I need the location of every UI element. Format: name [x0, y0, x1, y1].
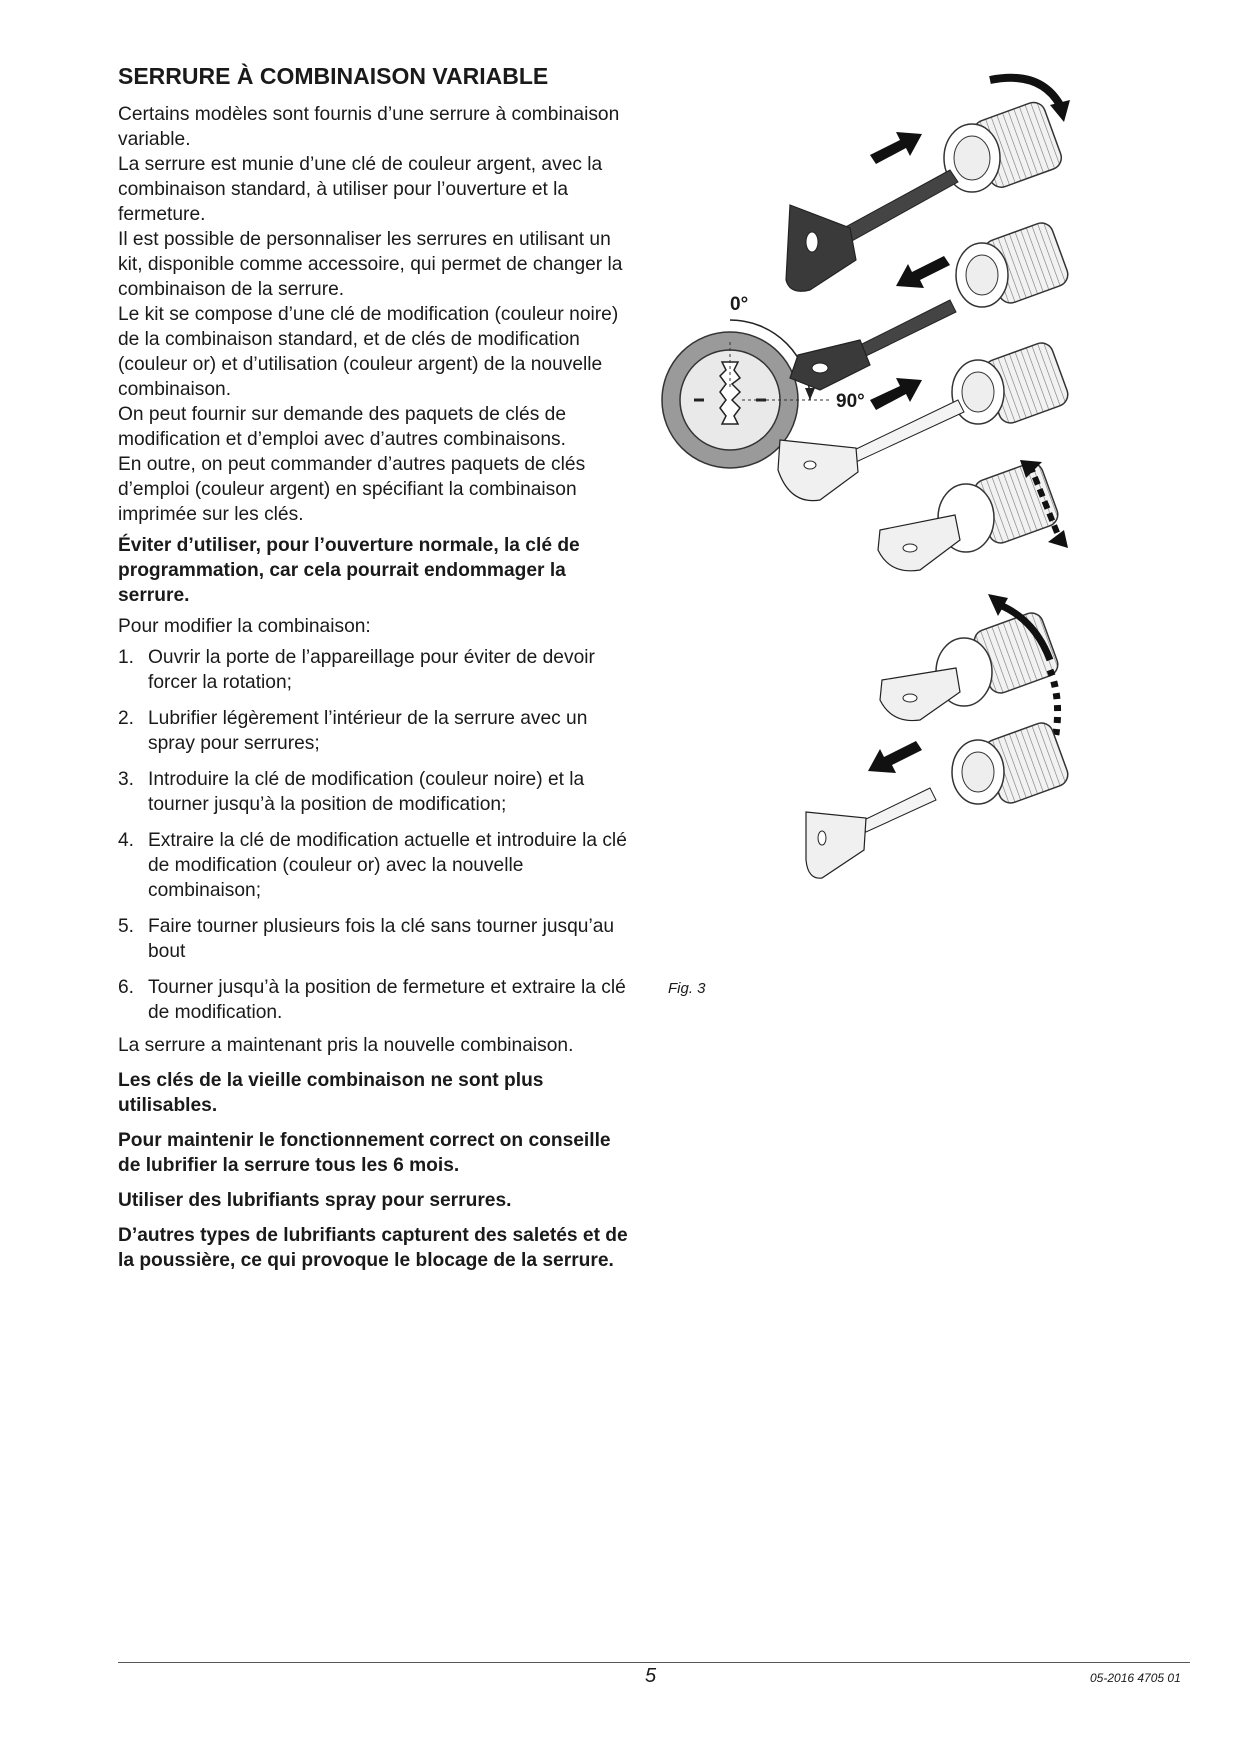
step-text: Introduire la clé de modification (couleur noire) et la tourner jusqu’à la position de modification;: [148, 769, 585, 815]
step-number: 1.: [118, 647, 135, 668]
list-item: [118, 645, 638, 695]
intro-paragraph: On peut fournir sur demande des paquets de clés de modification et d’emploi avec d’autres combinaisons.: [118, 404, 566, 450]
footer-divider: [118, 1662, 1190, 1663]
list-item: [118, 828, 638, 903]
step-text: Lubrifier légèrement l’intérieur de la serrure avec un spray pour serrures;: [148, 708, 588, 754]
arrow-insert-icon: [870, 378, 922, 410]
note-text: Les clés de la vieille combinaison ne sont plus utilisables.: [118, 1070, 544, 1116]
list-item: [118, 706, 638, 756]
gold-key: [880, 668, 960, 721]
silver-key: [806, 788, 936, 878]
list-item: [118, 767, 638, 817]
gold-key: [878, 515, 960, 571]
intro-paragraph: Le kit se compose d’une clé de modification (couleur noire) de la combinaison standard, et de clés de modification (couleur or) et d’utilisation (couleur argent) de la nouvelle combinaison.: [118, 304, 619, 400]
lock-cylinder: [952, 340, 1071, 427]
warning-text: Éviter d’utiliser, pour l’ouverture normale, la clé de programmation, car cela pourrait endommager la serrure.: [118, 535, 580, 606]
lock-figure: [660, 60, 1200, 990]
angle-label-0: 0°: [730, 294, 749, 315]
gold-key: [778, 400, 964, 501]
document-code: 05-2016 4705 01: [1090, 1671, 1181, 1685]
intro-paragraph: Certains modèles sont fournis d’une serrure à combinaison variable.: [118, 104, 620, 150]
step-number: 5.: [118, 916, 135, 937]
page-number: 5: [645, 1665, 657, 1687]
note-text: Pour maintenir le fonctionnement correct on conseille de lubrifier la serrure tous les 6 mois.: [118, 1130, 611, 1176]
note-text: Utiliser des lubrifiants spray pour serrures.: [118, 1190, 512, 1211]
lock-cylinder: [952, 720, 1071, 807]
lock-cylinder: [944, 99, 1065, 192]
note-text: D’autres types de lubrifiants capturent des saletés et de la poussière, ce qui provoque le blocage de la serrure.: [118, 1225, 628, 1271]
step-text: Tourner jusqu’à la position de fermeture et extraire la clé de modification.: [148, 977, 626, 1023]
section-title: SERRURE À COMBINAISON VARIABLE: [118, 63, 549, 89]
lock-cylinder: [956, 220, 1071, 307]
arrow-extract-icon: [868, 741, 922, 773]
steps-lead: Pour modifier la combinaison:: [118, 616, 371, 637]
step-text: Extraire la clé de modification actuelle et introduire la clé de modification (couleur or) avec la nouvelle combinaison;: [148, 830, 627, 901]
figure-caption: Fig. 3: [668, 980, 706, 997]
intro-paragraph: Il est possible de personnaliser les serrures en utilisant un kit, disponible comme accessoire, qui permet de changer la combinaison de la serrure.: [118, 229, 623, 300]
arrow-extract-icon: [896, 256, 950, 288]
step-text: Faire tourner plusieurs fois la clé sans tourner jusqu’au bout: [148, 916, 615, 962]
step-number: 2.: [118, 708, 135, 729]
step-text: Ouvrir la porte de l’appareillage pour éviter de devoir forcer la rotation;: [148, 647, 595, 693]
steps-list: [118, 645, 638, 1025]
text-column: [118, 62, 638, 1273]
black-key: [790, 300, 956, 390]
arrow-insert-icon: [870, 132, 922, 164]
step-number: 4.: [118, 830, 135, 851]
result-text: La serrure a maintenant pris la nouvelle combinaison.: [118, 1035, 574, 1056]
step-number: 6.: [118, 977, 135, 998]
intro-paragraph: La serrure est munie d’une clé de couleur argent, avec la combinaison standard, à utiliser pour l’ouverture et la fermeture.: [118, 154, 603, 225]
intro-paragraph: En outre, on peut commander d’autres paquets de clés d’emploi (couleur argent) en spécifiant la combinaison imprimée sur les clés.: [118, 454, 586, 525]
list-item: [118, 914, 638, 964]
intro-text: [118, 102, 638, 527]
list-item: [118, 975, 638, 1025]
step-number: 3.: [118, 769, 135, 790]
angle-label-90: 90°: [836, 391, 865, 412]
